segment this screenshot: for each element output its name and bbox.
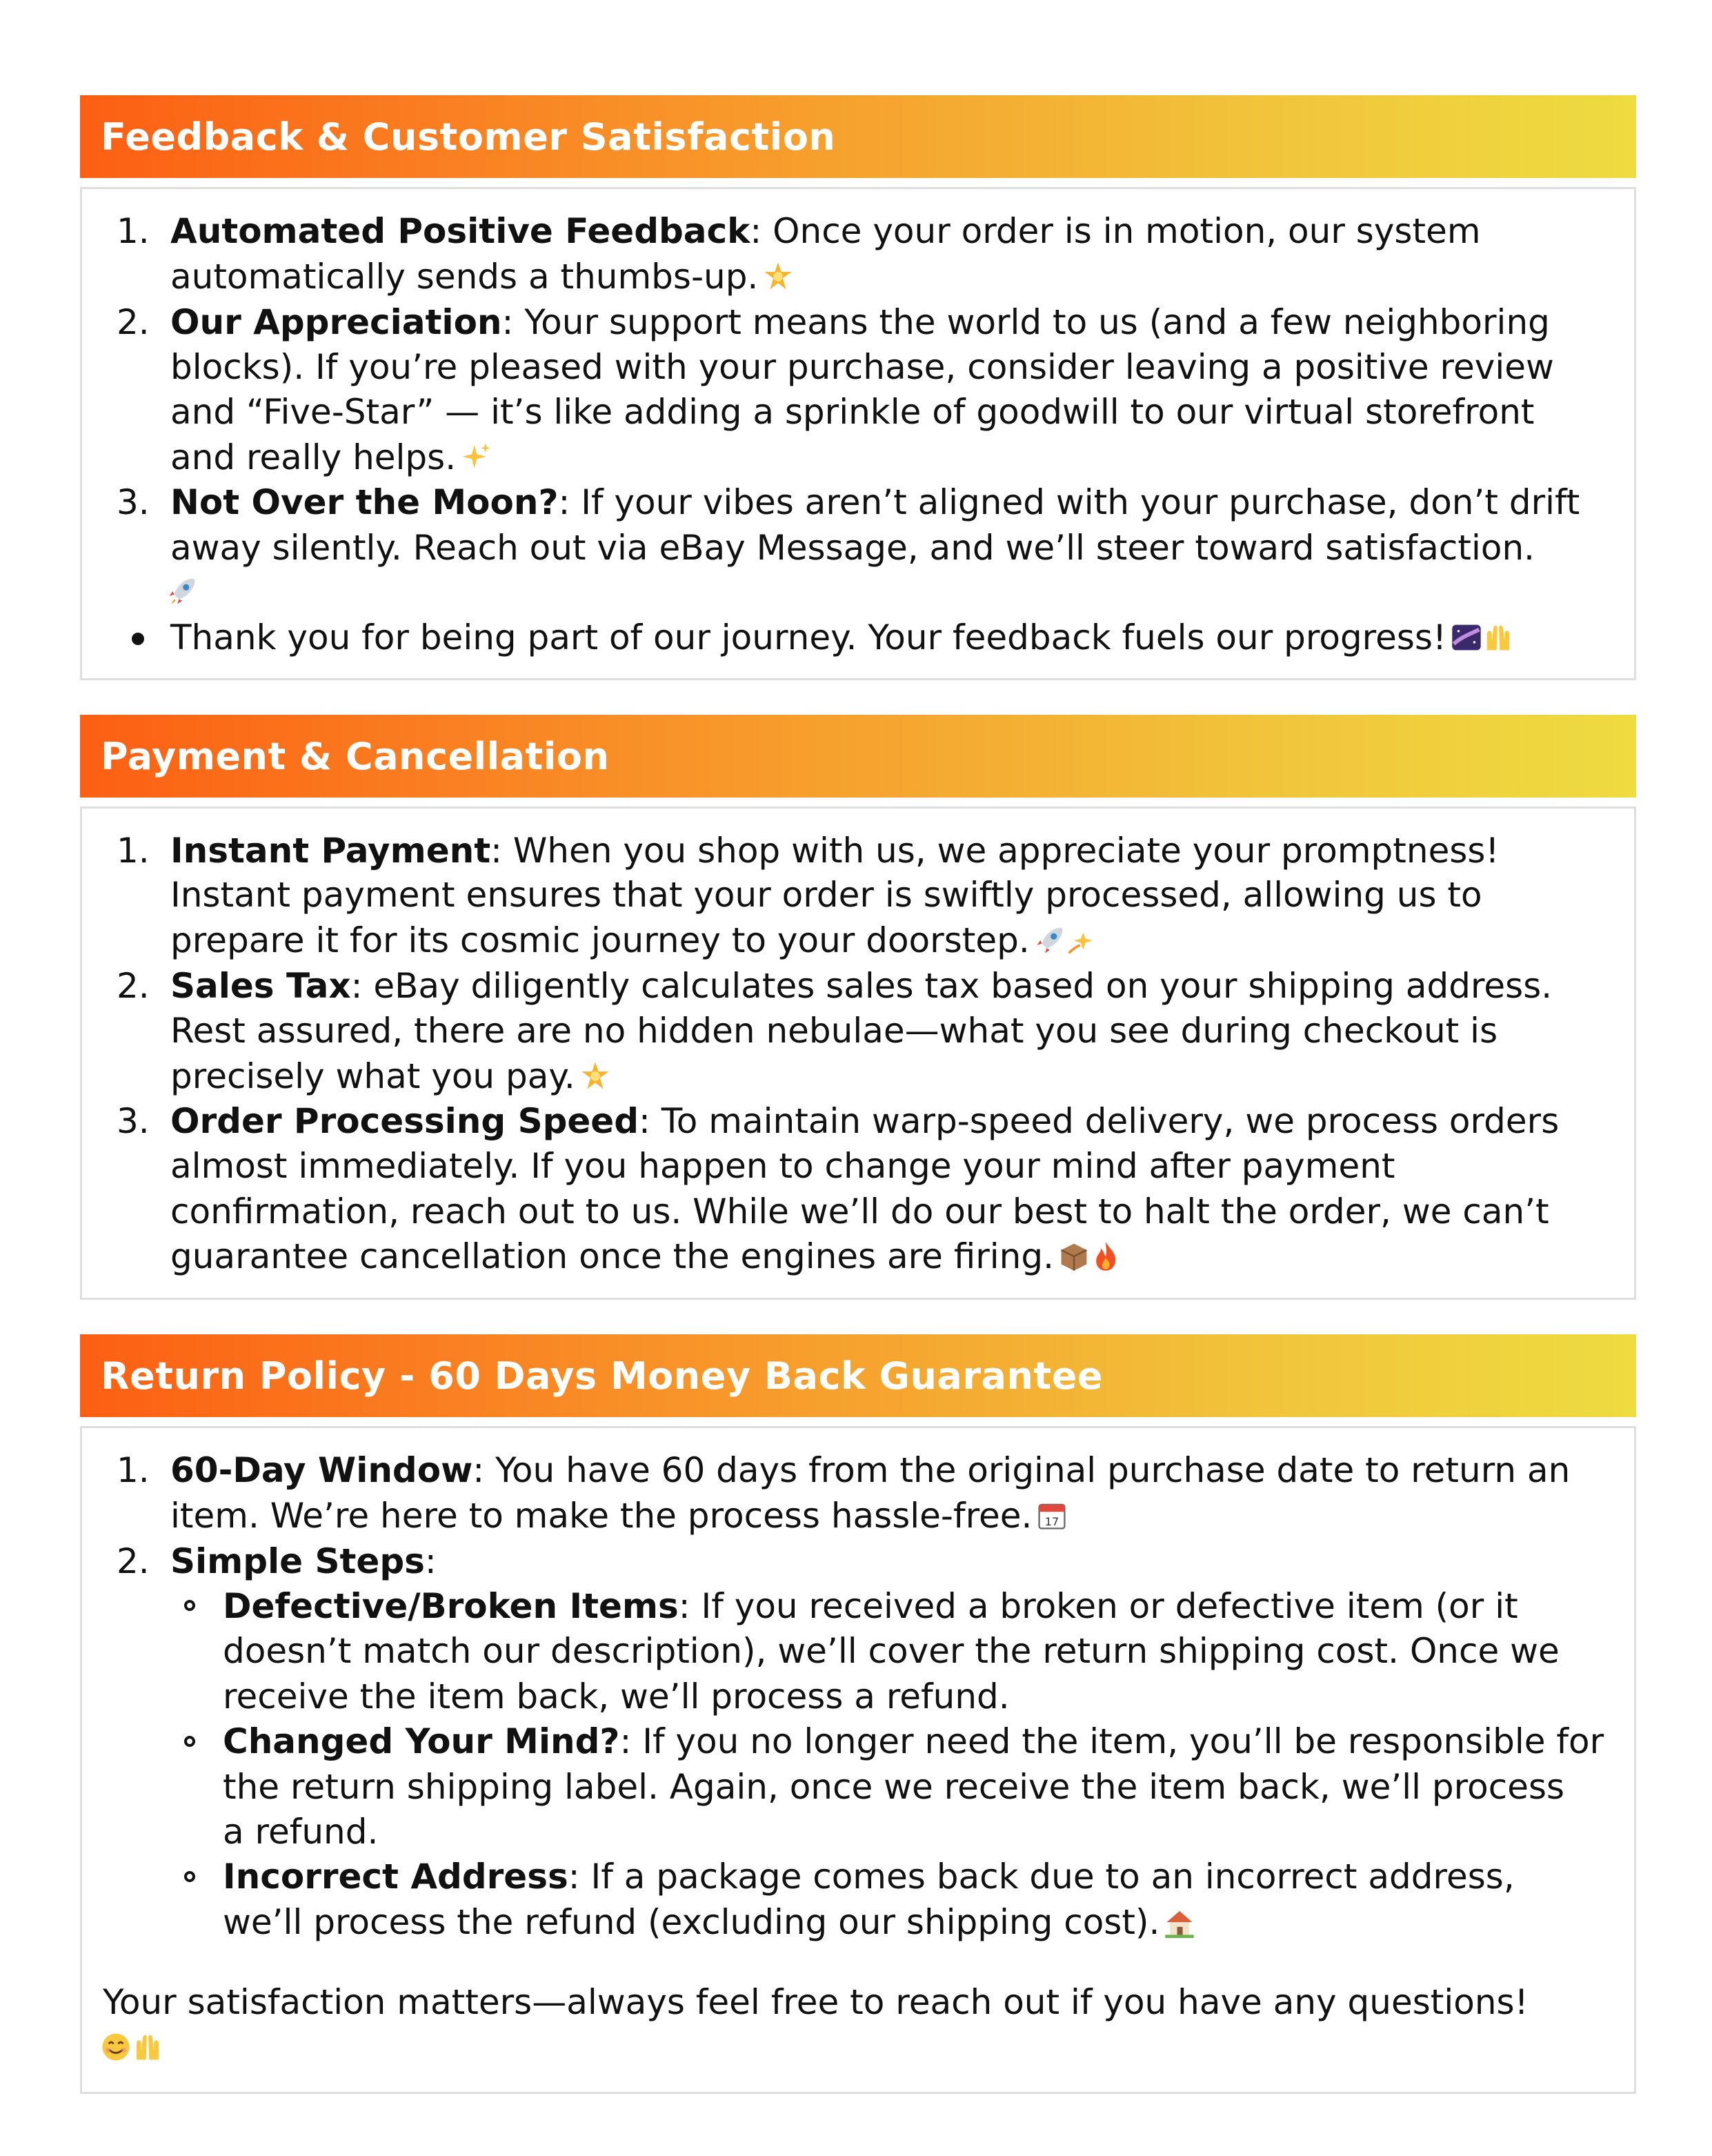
bullet-icon xyxy=(132,633,144,645)
section-body xyxy=(80,1426,1636,2094)
item-label: Defective/Broken Items xyxy=(223,1586,679,1626)
section-feedback xyxy=(80,95,1636,657)
list-item-line: 60-Day Window: You have 60 days from the original purchase date to return an xyxy=(170,1450,1571,1490)
list-item-line: prepare it for its cosmic journey to your doorstep. xyxy=(170,918,1097,963)
section-title: Return Policy - 60 Days Money Back Guarantee xyxy=(101,1354,1103,1398)
list-item-line: Our Appreciation: Your support means the world to us (and a few neighboring xyxy=(170,302,1550,342)
list-number: 1. xyxy=(117,1450,150,1490)
sub-bullet-icon xyxy=(184,1600,195,1611)
sub-bullet-icon xyxy=(184,1871,195,1882)
smile-emoji xyxy=(100,2031,132,2063)
section-return-policy xyxy=(80,1334,1636,2022)
dizzy-emoji xyxy=(1066,924,1097,956)
list-number: 2. xyxy=(117,302,150,342)
raised-hands-emoji xyxy=(1482,622,1514,653)
list-item-line: Thank you for being part of our journey. Your feedback fuels our progress! xyxy=(170,615,1514,660)
list-item-line: a refund. xyxy=(223,1812,379,1852)
list-number: 1. xyxy=(117,211,150,251)
rocket-emoji xyxy=(166,575,198,607)
list-item-line: precisely what you pay. xyxy=(170,1054,611,1099)
section-payment xyxy=(80,715,1636,1276)
raised-hands-emoji xyxy=(132,2031,163,2063)
milky-way-emoji xyxy=(1451,622,1482,653)
item-label: Instant Payment xyxy=(170,831,491,871)
list-number: 2. xyxy=(117,966,150,1006)
list-item-line xyxy=(166,568,198,614)
list-item-line: and “Five-Star” — it’s like adding a sprinkle of goodwill to our virtual storefront xyxy=(170,392,1535,432)
sparkles-emoji xyxy=(460,442,492,473)
list-item-line: we’ll process the refund (excluding our shipping cost). xyxy=(223,1899,1195,1945)
item-label: Simple Steps xyxy=(170,1541,425,1581)
list-item-line: Instant payment ensures that your order is swiftly processed, allowing us to xyxy=(170,875,1482,915)
section-body xyxy=(80,807,1636,1300)
section-title: Feedback & Customer Satisfaction xyxy=(101,115,836,159)
list-item-line: Rest assured, there are no hidden nebulae—what you see during checkout is xyxy=(170,1011,1498,1051)
item-label: Sales Tax xyxy=(170,966,351,1006)
item-label: Our Appreciation xyxy=(170,302,502,342)
section-header xyxy=(80,95,1636,178)
list-item-line: Defective/Broken Items: If you received a broken or defective item (or it xyxy=(223,1586,1518,1626)
svg-text:17: 17 xyxy=(1045,1514,1059,1528)
list-number: 1. xyxy=(117,831,150,871)
item-label: 60-Day Window xyxy=(170,1450,473,1490)
star-glow-emoji xyxy=(579,1060,611,1092)
list-item-line: item. We’re here to make the process hassle-free. 17 xyxy=(170,1493,1068,1539)
list-item-line: Instant Payment: When you shop with us, we appreciate your promptness! xyxy=(170,831,1500,871)
closing-emoji-line xyxy=(100,2024,163,2070)
list-item-line: blocks). If you’re pleased with your purchase, consider leaving a positive review xyxy=(170,347,1554,387)
list-item-line: guarantee cancellation once the engines are firing. xyxy=(170,1234,1122,1279)
star-glow-emoji xyxy=(762,261,794,293)
list-number: 2. xyxy=(117,1541,150,1581)
list-number: 3. xyxy=(117,482,150,522)
list-item-line: receive the item back, we’ll process a refund. xyxy=(223,1677,1010,1717)
fire-emoji xyxy=(1090,1240,1122,1272)
list-item-line: away silently. Reach out via eBay Message, and we’ll steer toward satisfaction. xyxy=(170,528,1535,568)
list-item-line: and really helps. xyxy=(170,435,492,480)
section-header xyxy=(80,1334,1636,1417)
section-header xyxy=(80,715,1636,798)
list-item-line: Changed Your Mind?: If you no longer need the item, you’ll be responsible for xyxy=(223,1721,1604,1761)
item-label: Incorrect Address xyxy=(223,1857,568,1897)
item-label: Changed Your Mind? xyxy=(223,1721,620,1761)
list-item-line: confirmation, reach out to us. While we’ll do our best to halt the order, we can’t xyxy=(170,1191,1549,1232)
item-label: Not Over the Moon? xyxy=(170,482,559,522)
closing-note: Your satisfaction matters—always feel free to reach out if you have any questions! xyxy=(103,1982,1529,2022)
list-item-line: Simple Steps: xyxy=(170,1541,437,1581)
sub-bullet-icon xyxy=(184,1736,195,1747)
section-title: Payment & Cancellation xyxy=(101,734,610,778)
list-item-line: the return shipping label. Again, once we receive the item back, we’ll process xyxy=(223,1767,1565,1807)
item-label: Order Processing Speed xyxy=(170,1101,639,1141)
list-number: 3. xyxy=(117,1101,150,1141)
list-item-line: Not Over the Moon?: If your vibes aren’t aligned with your purchase, don’t drift xyxy=(170,482,1580,522)
list-item-line: Sales Tax: eBay diligently calculates sales tax based on your shipping address. xyxy=(170,966,1553,1006)
list-item-line: doesn’t match our description), we’ll cover the return shipping cost. Once we xyxy=(223,1631,1560,1671)
list-item-line: Automated Positive Feedback: Once your order is in motion, our system xyxy=(170,211,1481,251)
list-item-line: automatically sends a thumbs-up. xyxy=(170,254,794,299)
list-item-line: almost immediately. If you happen to change your mind after payment xyxy=(170,1146,1395,1186)
calendar-emoji xyxy=(1036,1500,1068,1532)
item-label: Automated Positive Feedback xyxy=(170,211,750,251)
list-item-line: Incorrect Address: If a package comes back due to an incorrect address, xyxy=(223,1857,1515,1897)
rocket-emoji xyxy=(1034,924,1066,956)
package-emoji xyxy=(1058,1240,1090,1272)
list-item-line: Order Processing Speed: To maintain warp-speed delivery, we process orders xyxy=(170,1101,1560,1141)
section-body xyxy=(80,187,1636,680)
house-emoji xyxy=(1164,1906,1195,1938)
